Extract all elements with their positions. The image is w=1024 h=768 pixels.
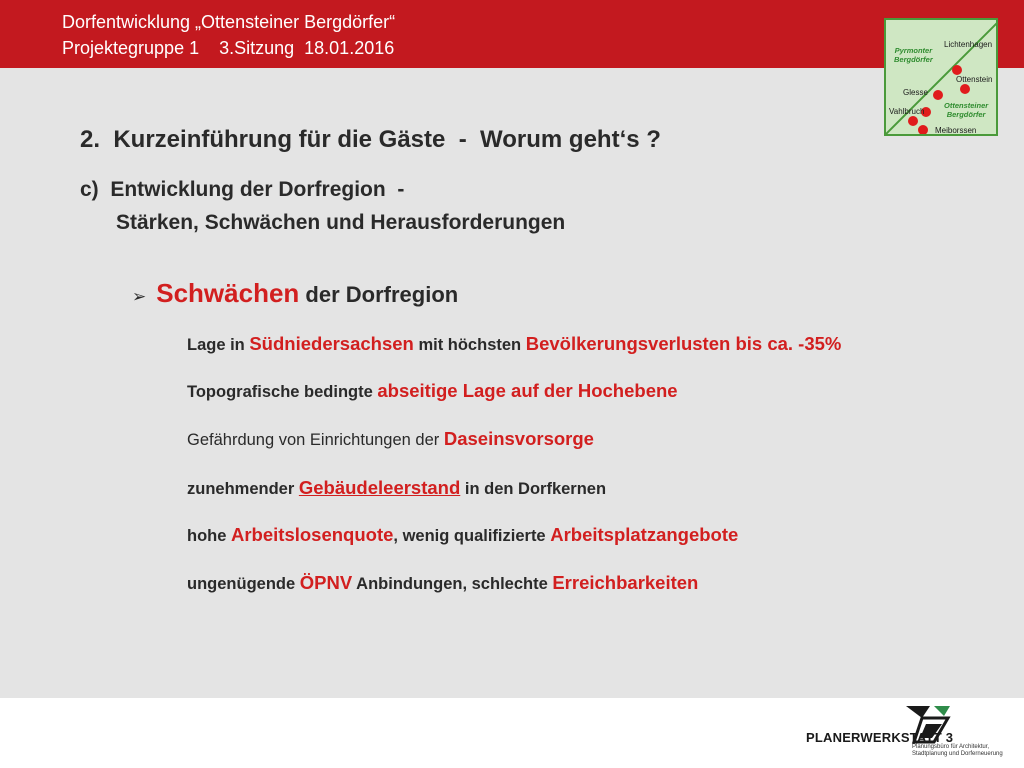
weakness-heading-keyword: Schwächen [156, 278, 300, 308]
logo-glesse: Glesse [903, 88, 928, 97]
planerwerkstatt-brand: PLANERWERKSTATT 3 [806, 730, 954, 745]
village-dot-glesse [933, 90, 943, 100]
header-subtitle: Projektegruppe 1 3.Sitzung 18.01.2016 [62, 38, 395, 58]
header-title: Dorfentwicklung „Ottensteiner Bergdörfer“ [62, 12, 396, 32]
subsection-subtitle: Stärken, Schwächen und Herausforderungen [116, 211, 566, 234]
weakness-item-topography: Topografische bedingte abseitige Lage auf der Hochebene [187, 380, 678, 401]
logo-pyrmonter-label: Pyrmonter Bergdörfer [894, 46, 933, 64]
village-dot-vahlbruch-2 [908, 116, 918, 126]
logo-vahlbruch: Vahlbruch [889, 107, 925, 116]
subsection-title: c) Entwicklung der Dorfregion - [80, 178, 405, 201]
region-logo [884, 18, 998, 136]
logo-meiborssen: Meiborssen [935, 126, 977, 135]
logo-ottenstein: Ottenstein [956, 75, 993, 84]
weakness-heading-rest: der Dorfregion [299, 282, 459, 307]
section-title: 2. Kurzeinführung für die Gäste - Worum geht‘s ? [80, 126, 661, 153]
logo-ottensteiner-label: Ottensteiner Bergdörfer [944, 101, 989, 119]
weakness-item-services: Gefährdung von Einrichtungen der Daseinsvorsorge [187, 428, 594, 449]
weakness-heading [132, 278, 458, 309]
weakness-item-unemployment: hohe Arbeitslosenquote, wenig qualifizierte Arbeitsplatzangebote [187, 524, 739, 545]
village-dot-meiborssen [918, 125, 928, 135]
arrow-bullet-icon: ➢ [132, 287, 147, 306]
weakness-item-population: Lage in Südniedersachsen mit höchsten Bevölkerungsverlusten bis ca. -35% [187, 333, 842, 354]
weakness-item-transport: ungenügende ÖPNV Anbindungen, schlechte Erreichbarkeiten [187, 572, 699, 593]
village-dot-lichtenhagen [952, 65, 962, 75]
header-bar [0, 0, 1024, 68]
planerwerkstatt-tagline: Planungsbüro für Architektur, Stadtplanung und Dorferneuerung [912, 744, 1003, 757]
village-dot-ottenstein [960, 84, 970, 94]
weakness-item-vacancy: zunehmender Gebäudeleerstand in den Dorfkernen [187, 477, 607, 498]
logo-lichtenhagen: Lichtenhagen [944, 40, 993, 49]
